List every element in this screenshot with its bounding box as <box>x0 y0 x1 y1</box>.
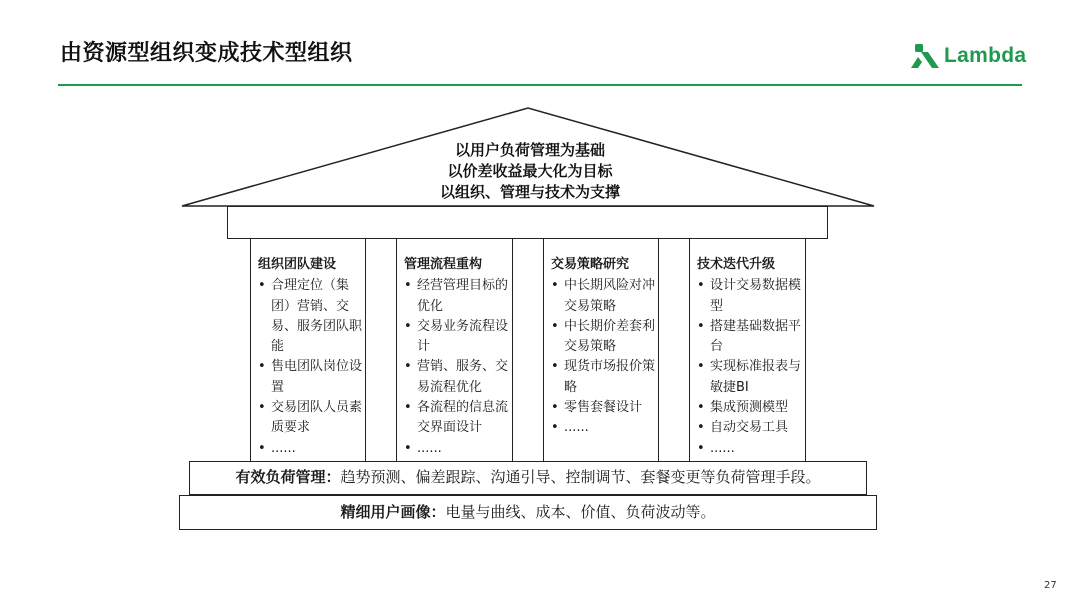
foundation-label: 精细用户画像： <box>340 503 446 521</box>
list-item: • 各流程的信息流交界面设计 <box>404 398 514 439</box>
pillar-title: 交易策略研究 <box>551 257 630 272</box>
pillar-list <box>404 276 514 459</box>
pillar-process <box>404 255 514 459</box>
pillar-title: 组织团队建设 <box>258 257 337 272</box>
list-item: • 实现标准报表与敏捷BI <box>697 357 807 398</box>
foundation-user-profile <box>179 495 877 530</box>
roof-text <box>340 140 720 203</box>
pillar-technology <box>697 255 807 459</box>
foundation-text: 趋势预测、偏差跟踪、沟通引导、控制调节、套餐变更等负荷管理手段。 <box>340 468 821 486</box>
list-item: • 交易业务流程设计 <box>404 317 514 358</box>
pillar-organization <box>258 255 368 459</box>
pillar-list <box>697 276 807 459</box>
list-item: • 营销、服务、交易流程优化 <box>404 357 514 398</box>
pillar-title: 技术迭代升级 <box>697 257 776 272</box>
page-number: 27 <box>1044 580 1057 591</box>
pillar-strategy <box>551 255 661 439</box>
page-title: 由资源型组织变成技术型组织 <box>60 41 353 66</box>
pillar-list <box>258 276 368 459</box>
list-item: • ...... <box>258 439 368 459</box>
list-item: • 现货市场报价策略 <box>551 357 661 398</box>
logo-text: Lambda <box>944 44 1027 67</box>
list-item: • 合理定位（集团）营销、交易、服务团队职能 <box>258 276 368 357</box>
list-item: • 中长期价差套利交易策略 <box>551 317 661 358</box>
pillar-title: 管理流程重构 <box>404 257 483 272</box>
foundation-label: 有效负荷管理： <box>235 468 341 486</box>
list-item: • 自动交易工具 <box>697 418 807 438</box>
foundation-load-management <box>189 461 867 495</box>
list-item: • 搭建基础数据平台 <box>697 317 807 358</box>
pillar-list <box>551 276 661 438</box>
roof-line-1: 以用户负荷管理为基础 <box>454 141 605 159</box>
list-item: • 设计交易数据模型 <box>697 276 807 317</box>
list-item: • 中长期风险对冲交易策略 <box>551 276 661 317</box>
roof-line-3: 以组织、管理与技术为支撑 <box>439 183 620 201</box>
list-item: • 集成预测模型 <box>697 398 807 418</box>
list-item: • 交易团队人员素质要求 <box>258 398 368 439</box>
roof-beam <box>227 206 828 239</box>
foundation-text: 电量与曲线、成本、价值、负荷波动等。 <box>445 503 716 521</box>
list-item: • ...... <box>404 439 514 459</box>
list-item: • 售电团队岗位设置 <box>258 357 368 398</box>
list-item: • ...... <box>697 439 807 459</box>
list-item: • 经营管理目标的优化 <box>404 276 514 317</box>
list-item: • ...... <box>551 418 661 438</box>
list-item: • 零售套餐设计 <box>551 398 661 418</box>
roof-line-2: 以价差收益最大化为目标 <box>447 162 613 180</box>
